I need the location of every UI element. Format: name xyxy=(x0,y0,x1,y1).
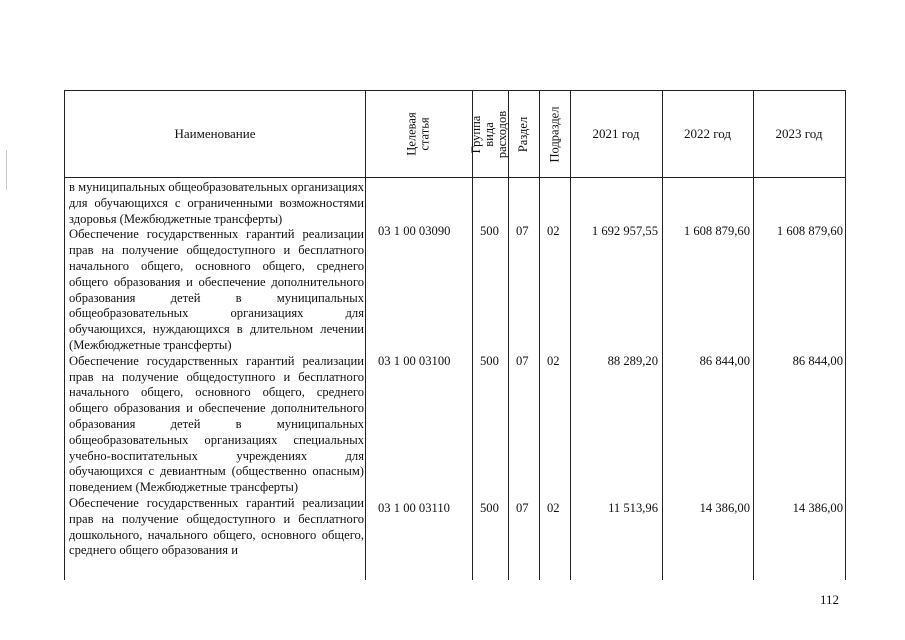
cell-2022: 86 844,00 xyxy=(699,354,750,368)
cell-subsection: 02 xyxy=(547,501,560,515)
budget-table xyxy=(64,90,846,580)
header-subsection: Подраздел xyxy=(547,106,561,162)
row-name: в муниципальных общеобразовательных организациях для обучающихся с ограниченными возможностями здоровья (Межбюджетные трансферты) xyxy=(69,180,364,226)
cell-2021: 88 289,20 xyxy=(607,354,658,368)
cell-group: 500 xyxy=(480,354,499,368)
name-column xyxy=(69,180,364,559)
cell-group: 500 xyxy=(480,224,499,238)
cell-2023: 86 844,00 xyxy=(792,354,843,368)
cell-article: 03 1 00 03090 xyxy=(378,224,451,238)
cell-article: 03 1 00 03100 xyxy=(378,354,451,368)
scan-edge-mark xyxy=(6,150,7,190)
cell-2021: 1 692 957,55 xyxy=(591,224,658,238)
header-expense-group: Группа вида расходов xyxy=(469,110,510,158)
row-name: Обеспечение государственных гарантий реализации прав на получение общедоступного и бесплатного дошкольного, начального общего, основного общего, среднего общего образования и xyxy=(69,495,364,558)
header-section: Раздел xyxy=(516,116,531,152)
header-2021: 2021 год xyxy=(592,126,640,141)
header-divider xyxy=(65,177,845,178)
cell-2021: 11 513,96 xyxy=(608,501,658,515)
cell-subsection: 02 xyxy=(547,354,560,368)
cell-subsection: 02 xyxy=(547,224,560,238)
row-name: Обеспечение государственных гарантий реализации прав на получение общедоступного и бесплатного начального общего, основного общего, среднего общего образования и обеспечение дополнительного образования детей в муниципальных общеобразовательных организациях для обучающихся, нуждающихся в длительном лечении (Межбюджетные трансферты) xyxy=(69,227,364,352)
page-number: 112 xyxy=(820,592,840,607)
header-target-article: Целевая статья xyxy=(404,112,432,156)
cell-2023: 1 608 879,60 xyxy=(776,224,843,238)
cell-2022: 14 386,00 xyxy=(699,501,750,515)
cell-section: 07 xyxy=(516,224,529,238)
row-name: Обеспечение государственных гарантий реализации прав на получение общедоступного и бесплатного начального общего, основного общего, среднего общего образования и обеспечение дополнительного образования детей в муниципальных общеобразовательных организациях специальных учебно-воспитательных учреждениях для обучающихся с девиантным (общественно опасным) поведением (Межбюджетные трансферты) xyxy=(69,353,364,495)
cell-2023: 14 386,00 xyxy=(792,501,843,515)
cell-section: 07 xyxy=(516,501,529,515)
header-2023: 2023 год xyxy=(775,126,823,141)
cell-section: 07 xyxy=(516,354,529,368)
cell-2022: 1 608 879,60 xyxy=(683,224,750,238)
cell-group: 500 xyxy=(480,501,499,515)
header-name: Наименование xyxy=(174,126,256,141)
header-2022: 2022 год xyxy=(684,126,731,141)
cell-article: 03 1 00 03110 xyxy=(378,501,450,515)
